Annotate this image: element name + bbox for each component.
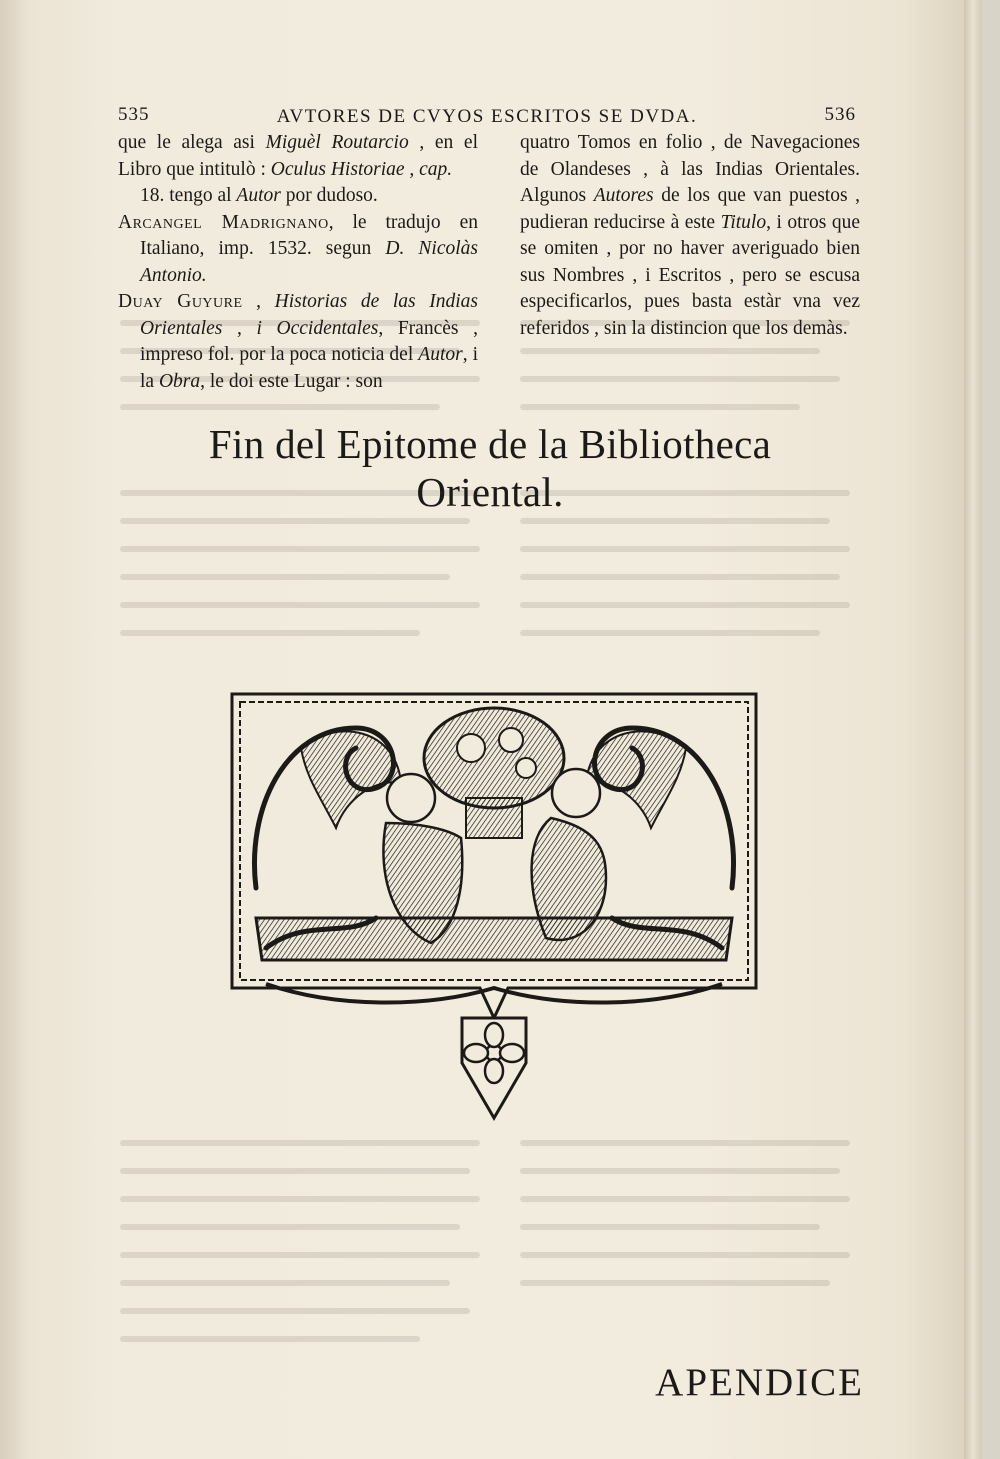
page-number-right: 536 [824, 104, 856, 125]
entry-madrignano: Arcangel Madrignano, le tradujo en Italiano, imp. 1532. segun D. Nicolàs Antonio. [118, 211, 479, 286]
page-number-left: 535 [118, 104, 150, 125]
entry-continuation-right: quatro Tomos en folio , de Navegaciones de Olandeses , à las Indias Orientales. Algunos Autores de los que van puestos , pudieran reducirse à este Titulo, i otros que se omiten , por no haver averiguado bien sus Nombres , i Escritos , pero se escusa especificarlos, pues basta estàr vna vez referidos , sin la distincion que los demàs. [520, 132, 861, 339]
left-column [118, 130, 478, 395]
entry-continuation: que le alega asi Miguèl Routarcio , en el Libro que intitulò : Oculus Historiae , cap. 18. tengo al Autor por dudoso. [118, 132, 478, 206]
entry-guyure: Duay Guyure , Historias de las Indias Orientales , i Occidentales, Francès , impreso fol. por la poca noticia del Autor, i la Obra, le doi este Lugar : son [118, 291, 479, 392]
woodcut-cherubs-ornament [226, 688, 762, 1128]
catchword: APENDICE [655, 1361, 864, 1404]
right-column [520, 130, 860, 342]
running-title: AVTORES DE CVYOS ESCRITOS SE DVDA. [276, 106, 698, 127]
closing-heading: Fin del Epitome de la Bibliotheca Oriental. [208, 421, 772, 515]
